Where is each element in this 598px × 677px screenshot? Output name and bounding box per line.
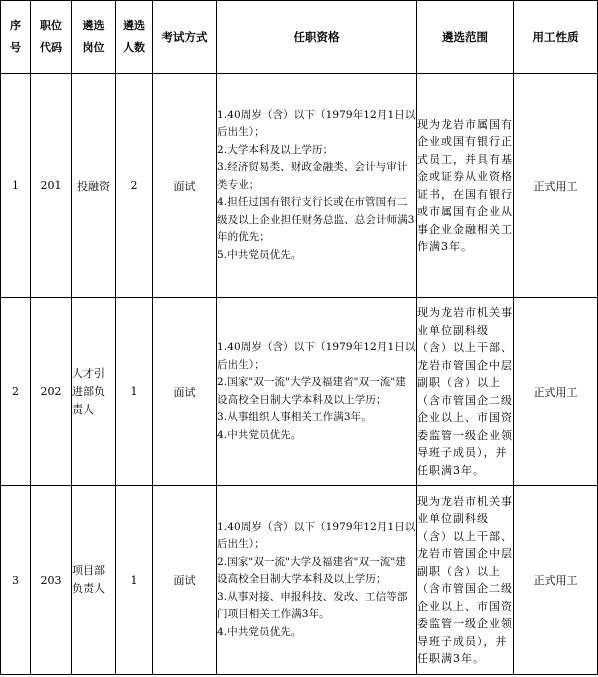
qualification-item: 1.40周岁（含）以下（1979年12月1日以后出生）； — [217, 341, 416, 371]
cell-nature: 正式用工 — [514, 486, 598, 675]
cell-nature: 正式用工 — [514, 74, 598, 298]
cell-scope: 现为龙岩市机关事业单位副科级（含）以上干部、龙岩市管国企中层副职（含）以上（含市管国企二级企业以上、市国资委监管一级企业领导班子成员），并任职满3年。 — [417, 486, 514, 675]
cell-seq: 1 — [1, 74, 31, 298]
qualification-item: 3.从事组织人事相关工作满3年。 — [217, 411, 372, 423]
header-post: 遴选 岗位 — [72, 1, 116, 74]
header-qualification: 任职资格 — [217, 1, 417, 74]
cell-exam: 面试 — [153, 298, 217, 486]
qualification-item: 3.经济贸易类、财政金融类、会计与审计类专业； — [217, 161, 408, 191]
qualification-item: 4.担任过国有银行支行长或在市管国有二级及以上企业担任财务总监、总会计师满3年的优先； — [217, 196, 415, 244]
qualification-item: 1.40周岁（含）以下（1979年12月1日以后出生）； — [217, 520, 416, 551]
cell-num: 2 — [116, 74, 153, 298]
header-scope: 遴选范围 — [417, 1, 514, 74]
table-row — [1, 486, 598, 675]
header-num: 遴选 人数 — [116, 1, 153, 74]
cell-qualification — [217, 298, 417, 486]
cell-num: 1 — [116, 298, 153, 486]
cell-scope: 现为龙岩市属国有企业或国有银行正式员工，并具有基金或证券从业资格证书，在国有银行或市属国有企业从事企业金融相关工作满3年。 — [417, 74, 514, 298]
table-row — [1, 74, 598, 298]
qualification-item: 5.中共党员优先。 — [217, 248, 302, 261]
cell-post: 项目部负责人 — [72, 486, 116, 675]
cell-code: 201 — [31, 74, 72, 298]
qualification-item: 2.国家"双一流"大学及福建省"双一流"建设高校全日制大学本科及以上学历； — [217, 555, 406, 586]
header-exam: 考试方式 — [153, 1, 217, 74]
qualification-item: 4.中共党员优先。 — [217, 428, 302, 441]
cell-qualification — [217, 486, 417, 675]
cell-scope: 现为龙岩市机关事业单位副科级（含）以上干部、龙岩市管国企中层副职（含）以上（含市管国企二级企业以上、市国资委监管一级企业领导班子成员），并任职满3年。 — [417, 298, 514, 486]
header-row — [1, 1, 598, 74]
cell-seq: 3 — [1, 486, 31, 675]
header-nature: 用工性质 — [514, 1, 598, 74]
cell-post: 投融资 — [72, 74, 116, 298]
qualification-item: 2.大学本科及以上学历； — [217, 143, 334, 156]
qualification-item: 3.从事对接、申报科技、发改、工信等部门项目相关工作满3年。 — [217, 590, 408, 621]
cell-num: 1 — [116, 486, 153, 675]
cell-nature: 正式用工 — [514, 298, 598, 486]
cell-seq: 2 — [1, 298, 31, 486]
cell-qualification — [217, 74, 417, 298]
table-row — [1, 298, 598, 486]
cell-exam: 面试 — [153, 486, 217, 675]
qualification-item: 1.40周岁（含）以下（1979年12月1日以后出生）； — [217, 108, 416, 139]
cell-exam: 面试 — [153, 74, 217, 298]
cell-code: 203 — [31, 486, 72, 675]
cell-code: 202 — [31, 298, 72, 486]
header-code: 职位 代码 — [31, 1, 72, 74]
qualification-item: 4.中共党员优先。 — [217, 625, 302, 638]
qualification-item: 2.国家"双一流"大学及福建省"双一流"建设高校全日制大学本科及以上学历； — [217, 376, 406, 406]
cell-post: 人才引进部负责人 — [72, 298, 116, 486]
header-seq: 序 号 — [1, 1, 31, 74]
